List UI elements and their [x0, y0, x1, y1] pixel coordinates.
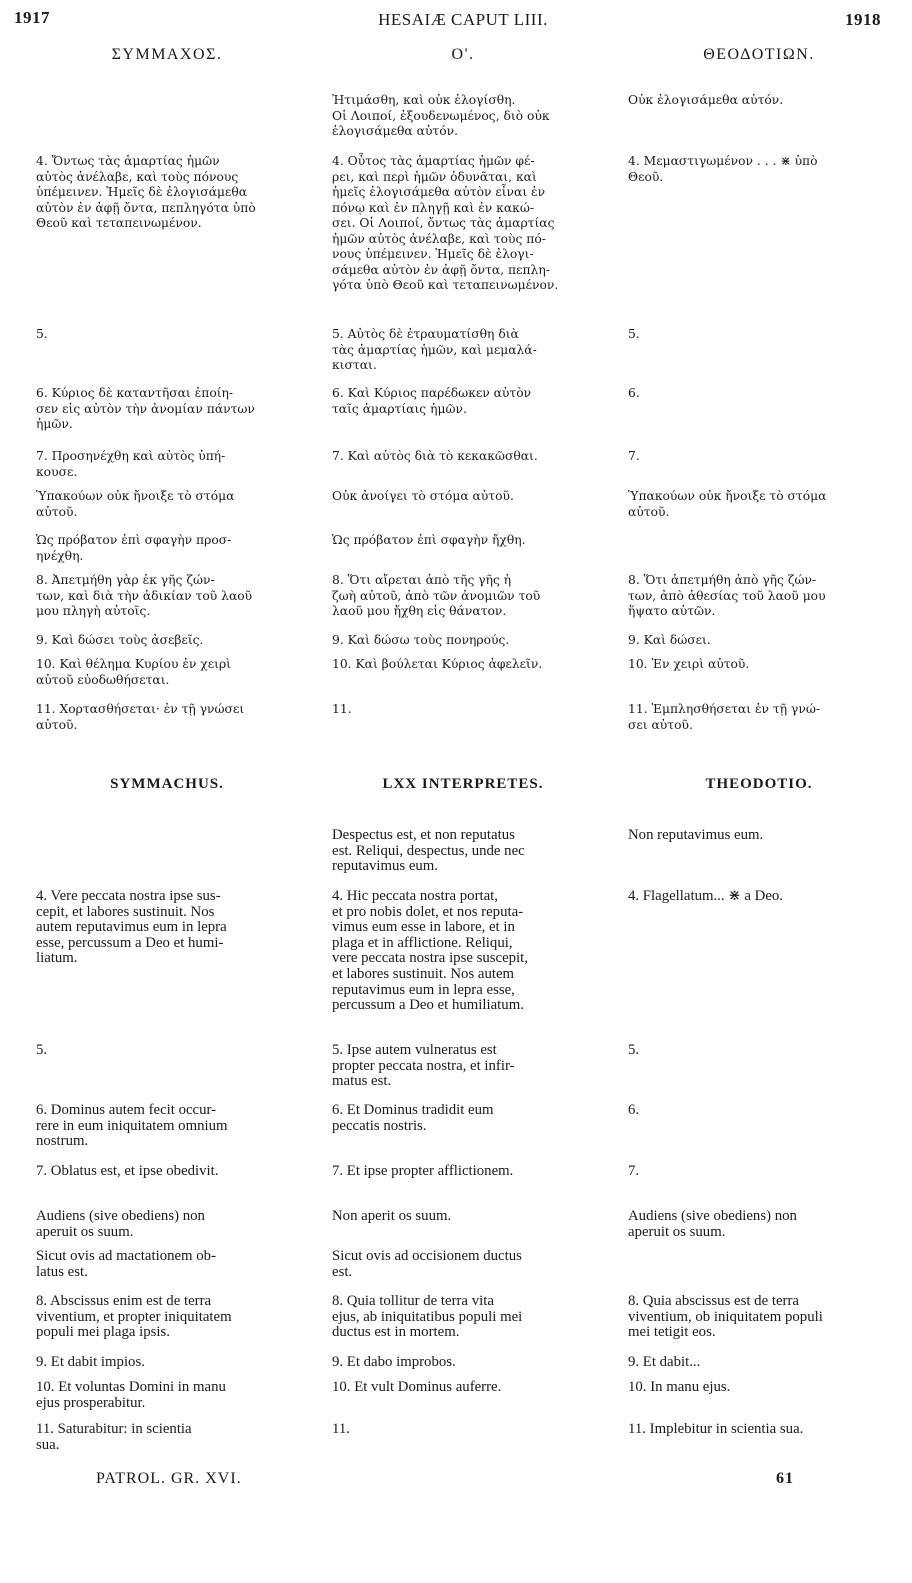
latin-symmachus-verse: 11. Saturabitur: in scientia sua.: [36, 1421, 192, 1453]
latin-lxx-verse: 5. Ipse autem vulneratus est propter peccata nostra, et infir- matus est.: [332, 1042, 515, 1090]
latin-symmachus-verse: Audiens (sive obediens) non aperuit os suum.: [36, 1208, 205, 1240]
greek-symmachus-verse: 5.: [36, 327, 48, 341]
greek-lxx-verse: Ὡς πρόβατον ἐπὶ σφαγὴν ἤχθη.: [332, 533, 526, 547]
greek-theodotion-verse: 5.: [628, 327, 640, 341]
greek-symmachus-verse: 7. Προσηνέχθη καὶ αὐτὸς ὑπή- κουσε.: [36, 449, 226, 479]
latin-symmachus-verse: 6. Dominus autem fecit occur- rere in eum iniquitatem omnium nostrum.: [36, 1102, 228, 1150]
latin-lxx-verse: 4. Hic peccata nostra portat, et pro nobis dolet, et nos reputa- vimus eum esse in labore, et in plaga et in afflictione. Reliqui, vere peccata nostra ipse suscepit, et labores sustinuit. Nos autem reputavimus eum in lepra esse, percussum a Deo et humiliatum.: [332, 888, 528, 1014]
latin-lxx-verse: 10. Et vult Dominus auferre.: [332, 1379, 502, 1395]
greek-symmachus-verse: 4. Ὄντως τὰς ἁμαρτίας ἡμῶν αὐτὸς ἀνέλαβε, καὶ τοὺς πόνους ὑπέμεινεν. Ἡμεῖς δὲ ἐλογισάμεθα αὐτὸν ἐν ἀφῇ ὄντα, πεπληγότα ὑπὸ Θεοῦ καὶ τεταπεινωμένον.: [36, 154, 256, 230]
latin-symmachus-verse: 7. Oblatus est, et ipse obedivit.: [36, 1163, 219, 1179]
greek-symmachus-verse: 6. Κύριος δὲ καταντῆσαι ἐποίη- σεν εἰς αὐτὸν τὴν ἀνομίαν πάντων ἡμῶν.: [36, 386, 255, 431]
greek-lxx-verse: 9. Καὶ δώσω τοὺς πονηρούς.: [332, 633, 510, 647]
latin-lxx-verse: Sicut ovis ad occisionem ductus est.: [332, 1248, 522, 1280]
latin-symmachus-verse: 4. Vere peccata nostra ipse sus- cepit, et labores sustinuit. Nos autem reputavimus eum in lepra esse, percussum a Deo et humi- liatum.: [36, 888, 227, 967]
col-head-theodotio-latin: THEODOTIO.: [705, 776, 813, 792]
col-head-symmachus-latin: SYMMACHUS.: [110, 776, 224, 792]
latin-theodotion-verse: 11. Implebitur in scientia sua.: [628, 1421, 804, 1437]
greek-theodotion-verse: 7.: [628, 449, 640, 463]
greek-lxx-verse: 11.: [332, 702, 352, 716]
latin-lxx-verse: 7. Et ipse propter afflictionem.: [332, 1163, 514, 1179]
greek-symmachus-verse: 10. Καὶ θέλημα Κυρίου ἐν χειρὶ αὐτοῦ εὐοδωθήσεται.: [36, 657, 232, 687]
latin-symmachus-verse: 9. Et dabit impios.: [36, 1354, 145, 1370]
greek-theodotion-verse: Ὑπακούων οὐκ ἤνοιξε τὸ στόμα αὐτοῦ.: [628, 489, 827, 519]
col-head-symmachus-greek: ΣΥΜΜΑΧΟΣ.: [111, 46, 223, 63]
greek-lxx-verse: Οὐκ ἀνοίγει τὸ στόμα αὐτοῦ.: [332, 489, 514, 503]
greek-lxx-verse: 6. Καὶ Κύριος παρέδωκεν αὐτὸν ταῖς ἁμαρτίαις ἡμῶν.: [332, 386, 532, 416]
greek-theodotion-verse: Οὐκ ἐλογισάμεθα αὐτόν.: [628, 93, 784, 107]
latin-symmachus-verse: 8. Abscissus enim est de terra viventium, et propter iniquitatem populi mei plaga ipsis.: [36, 1293, 232, 1341]
latin-theodotion-verse: Audiens (sive obediens) non aperuit os suum.: [628, 1208, 797, 1240]
greek-lxx-verse: Ἠτιμάσθη, καὶ οὐκ ἐλογίσθη. Οἱ Λοιποί, ἐξουδενωμένος, διὸ οὐκ ἐλογισάμεθα αὐτόν.: [332, 93, 550, 138]
latin-theodotion-verse: 5.: [628, 1042, 640, 1058]
latin-theodotion-verse: 4. Flagellatum... ⋇ a Deo.: [628, 888, 783, 904]
greek-symmachus-verse: 11. Χορτασθήσεται· ἐν τῇ γνώσει αὐτοῦ.: [36, 702, 245, 732]
greek-lxx-verse: 7. Καὶ αὐτὸς διὰ τὸ κεκακῶσθαι.: [332, 449, 538, 463]
greek-symmachus-verse: 9. Καὶ δώσει τοὺς ἀσεβεῖς.: [36, 633, 204, 647]
latin-theodotion-verse: 6.: [628, 1102, 640, 1118]
col-head-theodotion-greek: ΘΕΟΔΟΤΙΩΝ.: [703, 46, 815, 63]
latin-lxx-verse: 11.: [332, 1421, 350, 1437]
running-title: HESAIÆ CAPUT LIII.: [378, 10, 548, 29]
latin-theodotion-verse: 8. Quia abscissus est de terra viventium, ob iniquitatem populi mei tetigit eos.: [628, 1293, 823, 1341]
col-head-lxx-greek: Ο'.: [451, 46, 475, 63]
latin-symmachus-verse: 5.: [36, 1042, 48, 1058]
greek-theodotion-verse: 10. Ἐν χειρὶ αὐτοῦ.: [628, 657, 750, 671]
greek-theodotion-verse: 11. Ἐμπλησθήσεται ἐν τῇ γνώ- σει αὐτοῦ.: [628, 702, 821, 732]
latin-symmachus-verse: 10. Et voluntas Domini in manu ejus prosperabitur.: [36, 1379, 226, 1411]
footer-signature: PATROL. GR. XVI.: [96, 1470, 242, 1487]
page-number-right: 1918: [845, 10, 881, 29]
greek-lxx-verse: 8. Ὅτι αἴρεται ἀπὸ τῆς γῆς ἡ ζωὴ αὐτοῦ, ἀπὸ τῶν ἀνομιῶν τοῦ λαοῦ μου ἤχθη εἰς θάνατον.: [332, 573, 541, 618]
greek-symmachus-verse: 8. Ἀπετμήθη γὰρ ἐκ γῆς ζών- των, καὶ διὰ τὴν ἀδικίαν τοῦ λαοῦ μου πληγὴ αὐτοῖς.: [36, 573, 253, 618]
latin-lxx-verse: 9. Et dabo improbos.: [332, 1354, 456, 1370]
greek-theodotion-verse: 4. Μεμαστιγωμένον . . . ⋇ ὑπὸ Θεοῦ.: [628, 154, 818, 184]
latin-symmachus-verse: Sicut ovis ad mactationem ob- latus est.: [36, 1248, 216, 1280]
page-number-left: 1917: [14, 8, 50, 27]
greek-theodotion-verse: 6.: [628, 386, 640, 400]
footer-sheet-number: 61: [776, 1470, 794, 1487]
latin-theodotion-verse: 7.: [628, 1163, 640, 1179]
latin-theodotion-verse: 10. In manu ejus.: [628, 1379, 731, 1395]
latin-lxx-verse: Despectus est, et non reputatus est. Reliqui, despectus, unde nec reputavimus eum.: [332, 827, 525, 875]
latin-theodotion-verse: Non reputavimus eum.: [628, 827, 764, 843]
latin-lxx-verse: 6. Et Dominus tradidit eum peccatis nostris.: [332, 1102, 494, 1134]
greek-symmachus-verse: Ὡς πρόβατον ἐπὶ σφαγὴν προσ- ηνέχθη.: [36, 533, 232, 563]
greek-lxx-verse: 10. Καὶ βούλεται Κύριος ἀφελεῖν.: [332, 657, 543, 671]
latin-lxx-verse: 8. Quia tollitur de terra vita ejus, ab iniquitatibus populi mei ductus est in mortem.: [332, 1293, 523, 1341]
greek-lxx-verse: 4. Οὗτος τὰς ἁμαρτίας ἡμῶν φέ- ρει, καὶ περὶ ἡμῶν ὀδυνᾶται, καὶ ἡμεῖς ἐλογισάμεθα αὐτὸν εἶναι ἐν πόνῳ καὶ ἐν πληγῇ καὶ ἐν κακώ- σει. Οἱ Λοιποί, ὄντως τὰς ἁμαρτίας ἡμῶν αὐτὸς ἀνέλαβε, καὶ τοὺς πό- νους ὑπέμεινεν. Ἡμεῖς δὲ ἐλογι- σάμεθα αὐτὸν ἐν ἀφῇ ὄντα, πεπλη- γότα ὑπὸ Θεοῦ καὶ τεταπεινωμένον.: [332, 154, 559, 292]
latin-lxx-verse: Non aperit os suum.: [332, 1208, 452, 1224]
col-head-lxx-latin: LXX INTERPRETES.: [382, 776, 544, 792]
greek-lxx-verse: 5. Αὐτὸς δὲ ἐτραυματίσθη διὰ τὰς ἁμαρτίας ἡμῶν, καὶ μεμαλά- κισται.: [332, 327, 537, 372]
greek-theodotion-verse: 9. Καὶ δώσει.: [628, 633, 711, 647]
greek-theodotion-verse: 8. Ὅτι ἀπετμήθη ἀπὸ γῆς ζών- των, ἀπὸ ἀθεσίας τοῦ λαοῦ μου ἥψατο αὐτῶν.: [628, 573, 826, 618]
greek-symmachus-verse: Ὑπακούων οὐκ ἤνοιξε τὸ στόμα αὐτοῦ.: [36, 489, 235, 519]
latin-theodotion-verse: 9. Et dabit...: [628, 1354, 701, 1370]
